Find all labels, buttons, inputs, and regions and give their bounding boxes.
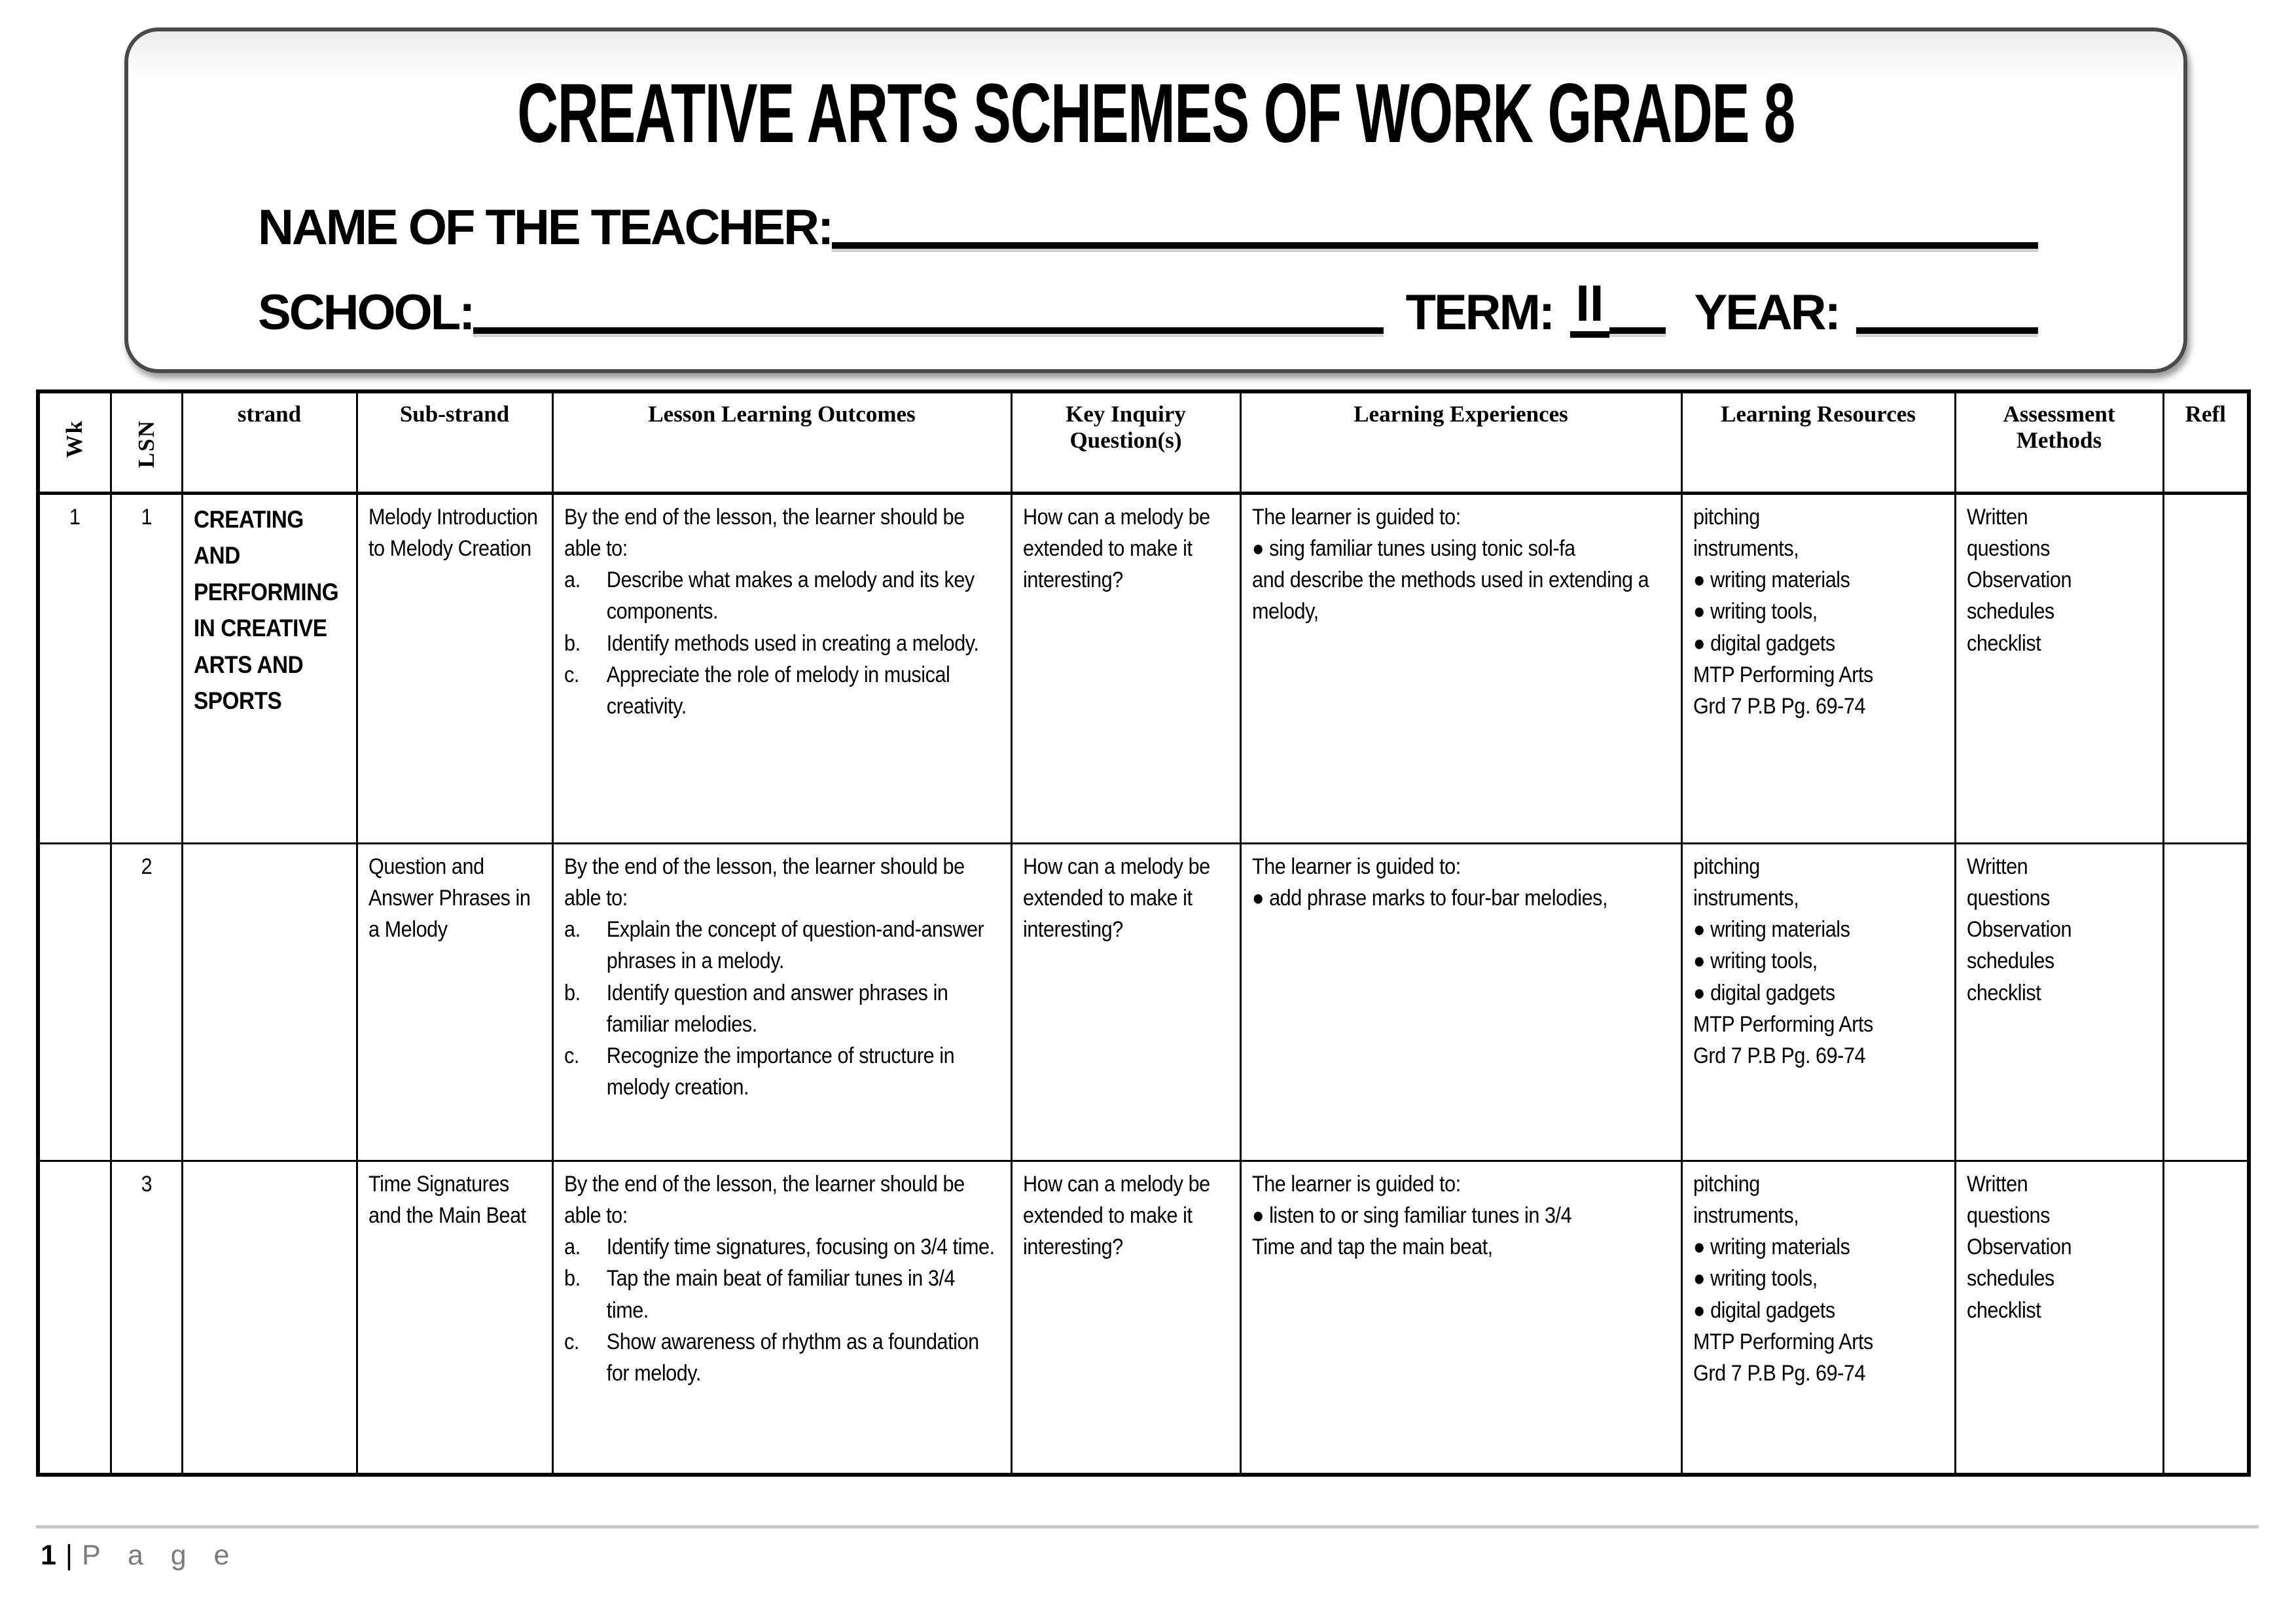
col-header-resources: Learning Resources bbox=[1681, 391, 1955, 493]
key-inquiry-text: How can a melody be extended to make it interesting? bbox=[1022, 854, 1210, 943]
assessment-text bbox=[1967, 1168, 2152, 1326]
col-header-strand: strand bbox=[182, 391, 357, 493]
col-header-refl: Refl bbox=[2163, 391, 2249, 493]
teacher-name-label: NAME OF THE TEACHER: bbox=[258, 200, 833, 255]
text-line: and describe the methods used in extending a melody, bbox=[1251, 568, 1649, 624]
text-line: ● listen to or sing familiar tunes in 3/4 bbox=[1251, 1202, 1571, 1228]
table-row bbox=[38, 493, 2249, 843]
page-word: P a g e bbox=[82, 1540, 240, 1571]
text-line: pitching bbox=[1693, 1171, 1760, 1197]
text-line: checklist bbox=[1966, 1297, 2041, 1323]
wk-value: 1 bbox=[69, 504, 81, 530]
outcome-text: Appreciate the role of melody in musical creativity. bbox=[606, 662, 950, 719]
text-line: Grd 7 P.B Pg. 69-74 bbox=[1693, 1361, 1865, 1386]
outcomes-intro: By the end of the lesson, the learner should be able to: bbox=[564, 1171, 965, 1228]
term-extra-underline bbox=[1609, 327, 1666, 334]
col-header-lsn bbox=[111, 391, 182, 493]
experiences-text bbox=[1252, 851, 1670, 914]
term-value: II bbox=[1570, 278, 1609, 338]
cell-outcomes bbox=[552, 843, 1011, 1161]
text-line: questions bbox=[1966, 535, 2050, 561]
outcome-item bbox=[564, 1040, 999, 1104]
outcome-text: Identify methods used in creating a melody. bbox=[606, 630, 978, 656]
cell-experiences bbox=[1240, 493, 1681, 843]
school-term-year-line bbox=[258, 272, 2038, 338]
text-line: The learner is guided to: bbox=[1251, 1171, 1461, 1197]
text-line: schedules bbox=[1966, 948, 2054, 974]
cell-lsn bbox=[111, 843, 182, 1161]
text-line: questions bbox=[1966, 1202, 2050, 1228]
col-header-assessment: Assessment Methods bbox=[1955, 391, 2163, 493]
cell-experiences bbox=[1240, 1161, 1681, 1475]
cell-refl bbox=[2163, 843, 2249, 1161]
outcomes-list bbox=[564, 1231, 999, 1389]
outcome-marker: c. bbox=[564, 1329, 579, 1354]
outcome-item bbox=[564, 628, 999, 659]
cell-strand bbox=[182, 1161, 357, 1475]
cell-strand bbox=[182, 493, 357, 843]
resources-text bbox=[1693, 851, 1944, 1072]
table-header-row bbox=[38, 391, 2249, 493]
text-line: Written bbox=[1966, 504, 2028, 530]
text-line: questions bbox=[1966, 885, 2050, 911]
key-inquiry-text: How can a melody be extended to make it interesting? bbox=[1022, 1171, 1210, 1260]
strand-text: CREATING AND PERFORMING IN CREATIVE ARTS AND SPORTS bbox=[193, 505, 338, 714]
col-header-lsn-label: LSN bbox=[133, 420, 159, 469]
outcome-marker: c. bbox=[564, 662, 579, 687]
outcome-item bbox=[564, 659, 999, 723]
text-line: ● writing materials bbox=[1693, 568, 1850, 593]
outcome-item bbox=[564, 1326, 999, 1390]
outcome-text: Describe what makes a melody and its key components. bbox=[606, 568, 975, 624]
year-underline bbox=[1856, 327, 2038, 334]
text-line: pitching bbox=[1693, 854, 1760, 879]
text-line: schedules bbox=[1966, 1266, 2054, 1291]
text-line: Observation bbox=[1966, 568, 2072, 593]
cell-assessment bbox=[1955, 843, 2163, 1161]
text-line: ● digital gadgets bbox=[1693, 1297, 1835, 1323]
text-line: ● writing tools, bbox=[1693, 948, 1818, 974]
lsn-value: 1 bbox=[141, 504, 152, 530]
text-line: MTP Performing Arts bbox=[1693, 1329, 1873, 1354]
text-line: pitching bbox=[1693, 504, 1760, 530]
outcome-marker: b. bbox=[564, 980, 581, 1005]
cell-lsn bbox=[111, 1161, 182, 1475]
cell-sub-strand bbox=[357, 493, 552, 843]
text-line: ● writing materials bbox=[1693, 1235, 1850, 1260]
col-header-wk bbox=[38, 391, 111, 493]
text-line: instruments, bbox=[1693, 885, 1799, 911]
col-header-sub-strand: Sub-strand bbox=[357, 391, 552, 493]
text-line: ● add phrase marks to four-bar melodies, bbox=[1251, 885, 1607, 911]
text-line: Observation bbox=[1966, 1235, 2072, 1260]
resources-text bbox=[1693, 1168, 1944, 1390]
outcome-text: Show awareness of rhythm as a foundation for melody. bbox=[606, 1329, 979, 1386]
outcome-text: Identify time signatures, focusing on 3/4 time. bbox=[606, 1235, 995, 1260]
cell-experiences bbox=[1240, 843, 1681, 1161]
text-line: ● digital gadgets bbox=[1693, 980, 1835, 1005]
cell-refl bbox=[2163, 1161, 2249, 1475]
outcomes-list bbox=[564, 564, 999, 722]
text-line: ● writing tools, bbox=[1693, 1266, 1818, 1291]
cell-outcomes bbox=[552, 1161, 1011, 1475]
sub-strand-text: Question and Answer Phrases in a Melody bbox=[368, 854, 530, 943]
table-row bbox=[38, 843, 2249, 1161]
experiences-text bbox=[1252, 1168, 1670, 1263]
cell-refl bbox=[2163, 493, 2249, 843]
page-footer bbox=[41, 1540, 240, 1572]
sub-strand-text: Time Signatures and the Main Beat bbox=[368, 1171, 526, 1228]
cell-lsn bbox=[111, 493, 182, 843]
text-line: ● writing tools, bbox=[1693, 599, 1818, 624]
col-header-wk-label: Wk bbox=[62, 420, 88, 458]
outcome-marker: a. bbox=[564, 568, 581, 593]
col-header-experiences: Learning Experiences bbox=[1240, 391, 1681, 493]
text-line: Written bbox=[1966, 854, 2028, 879]
year-label: YEAR: bbox=[1694, 285, 1839, 340]
text-line: Observation bbox=[1966, 917, 2072, 943]
outcome-item bbox=[564, 914, 999, 977]
cell-outcomes bbox=[552, 493, 1011, 843]
assessment-text bbox=[1967, 851, 2152, 1009]
table-row bbox=[38, 1161, 2249, 1475]
outcome-text: Identify question and answer phrases in familiar melodies. bbox=[606, 980, 948, 1037]
outcome-item bbox=[564, 564, 999, 628]
text-line: MTP Performing Arts bbox=[1693, 662, 1873, 687]
experiences-text bbox=[1252, 501, 1670, 628]
cell-assessment bbox=[1955, 1161, 2163, 1475]
page-number: 1 bbox=[41, 1540, 58, 1571]
cell-strand bbox=[182, 843, 357, 1161]
outcome-item bbox=[564, 977, 999, 1041]
cell-sub-strand bbox=[357, 1161, 552, 1475]
outcome-item bbox=[564, 1263, 999, 1326]
schemes-of-work-table bbox=[36, 389, 2251, 1477]
outcome-marker: a. bbox=[564, 917, 581, 943]
school-label: SCHOOL: bbox=[258, 285, 474, 340]
teacher-name-underline bbox=[832, 242, 2038, 249]
text-line: Grd 7 P.B Pg. 69-74 bbox=[1693, 1043, 1865, 1069]
resources-text bbox=[1693, 501, 1944, 723]
lsn-value: 3 bbox=[141, 1171, 152, 1197]
cell-resources bbox=[1681, 1161, 1955, 1475]
text-line: instruments, bbox=[1693, 535, 1799, 561]
text-line: checklist bbox=[1966, 980, 2041, 1005]
cell-resources bbox=[1681, 493, 1955, 843]
cell-wk bbox=[38, 1161, 111, 1475]
text-line: The learner is guided to: bbox=[1251, 504, 1461, 530]
lsn-value: 2 bbox=[141, 854, 152, 879]
document-title bbox=[128, 65, 2183, 162]
cell-key-inquiry bbox=[1011, 843, 1240, 1161]
outcomes-intro: By the end of the lesson, the learner should be able to: bbox=[564, 504, 965, 561]
text-line: Grd 7 P.B Pg. 69-74 bbox=[1693, 694, 1865, 719]
outcome-text: Recognize the importance of structure in melody creation. bbox=[606, 1043, 954, 1100]
text-line: ● writing materials bbox=[1693, 917, 1850, 943]
cell-resources bbox=[1681, 843, 1955, 1161]
col-header-outcomes: Lesson Learning Outcomes bbox=[552, 391, 1011, 493]
footer-divider-rule bbox=[36, 1525, 2259, 1528]
cell-wk bbox=[38, 493, 111, 843]
cell-key-inquiry bbox=[1011, 1161, 1240, 1475]
outcomes-intro: By the end of the lesson, the learner should be able to: bbox=[564, 854, 965, 911]
school-underline bbox=[473, 327, 1383, 334]
text-line: MTP Performing Arts bbox=[1693, 1011, 1873, 1037]
cell-assessment bbox=[1955, 493, 2163, 843]
outcomes-list bbox=[564, 914, 999, 1104]
footer-pipe: | bbox=[65, 1540, 75, 1571]
cell-sub-strand bbox=[357, 843, 552, 1161]
text-line: instruments, bbox=[1693, 1202, 1799, 1228]
text-line: checklist bbox=[1966, 630, 2041, 656]
sub-strand-text: Melody Introduction to Melody Creation bbox=[368, 504, 538, 561]
key-inquiry-text: How can a melody be extended to make it interesting? bbox=[1022, 504, 1210, 593]
term-label: TERM: bbox=[1405, 285, 1554, 340]
outcome-marker: c. bbox=[564, 1043, 579, 1069]
assessment-text bbox=[1967, 501, 2152, 659]
text-line: schedules bbox=[1966, 599, 2054, 624]
outcome-marker: b. bbox=[564, 630, 581, 656]
cell-key-inquiry bbox=[1011, 493, 1240, 843]
text-line: Time and tap the main beat, bbox=[1251, 1235, 1493, 1260]
text-line: ● digital gadgets bbox=[1693, 630, 1835, 656]
col-header-key-inquiry: Key Inquiry Question(s) bbox=[1011, 391, 1240, 493]
outcome-text: Tap the main beat of familiar tunes in 3/4 time. bbox=[606, 1266, 955, 1323]
outcome-marker: b. bbox=[564, 1266, 581, 1291]
outcome-item bbox=[564, 1231, 999, 1263]
text-line: ● sing familiar tunes using tonic sol-fa bbox=[1251, 535, 1575, 561]
document-title-text: CREATIVE ARTS SCHEMES OF WORK GRADE 8 bbox=[517, 67, 1795, 160]
text-line: The learner is guided to: bbox=[1251, 854, 1461, 879]
outcome-text: Explain the concept of question-and-answer phrases in a melody. bbox=[606, 917, 984, 974]
teacher-name-line bbox=[258, 187, 2038, 253]
cell-wk bbox=[38, 843, 111, 1161]
header-box bbox=[124, 27, 2187, 373]
text-line: Written bbox=[1966, 1171, 2028, 1197]
outcome-marker: a. bbox=[564, 1235, 581, 1260]
